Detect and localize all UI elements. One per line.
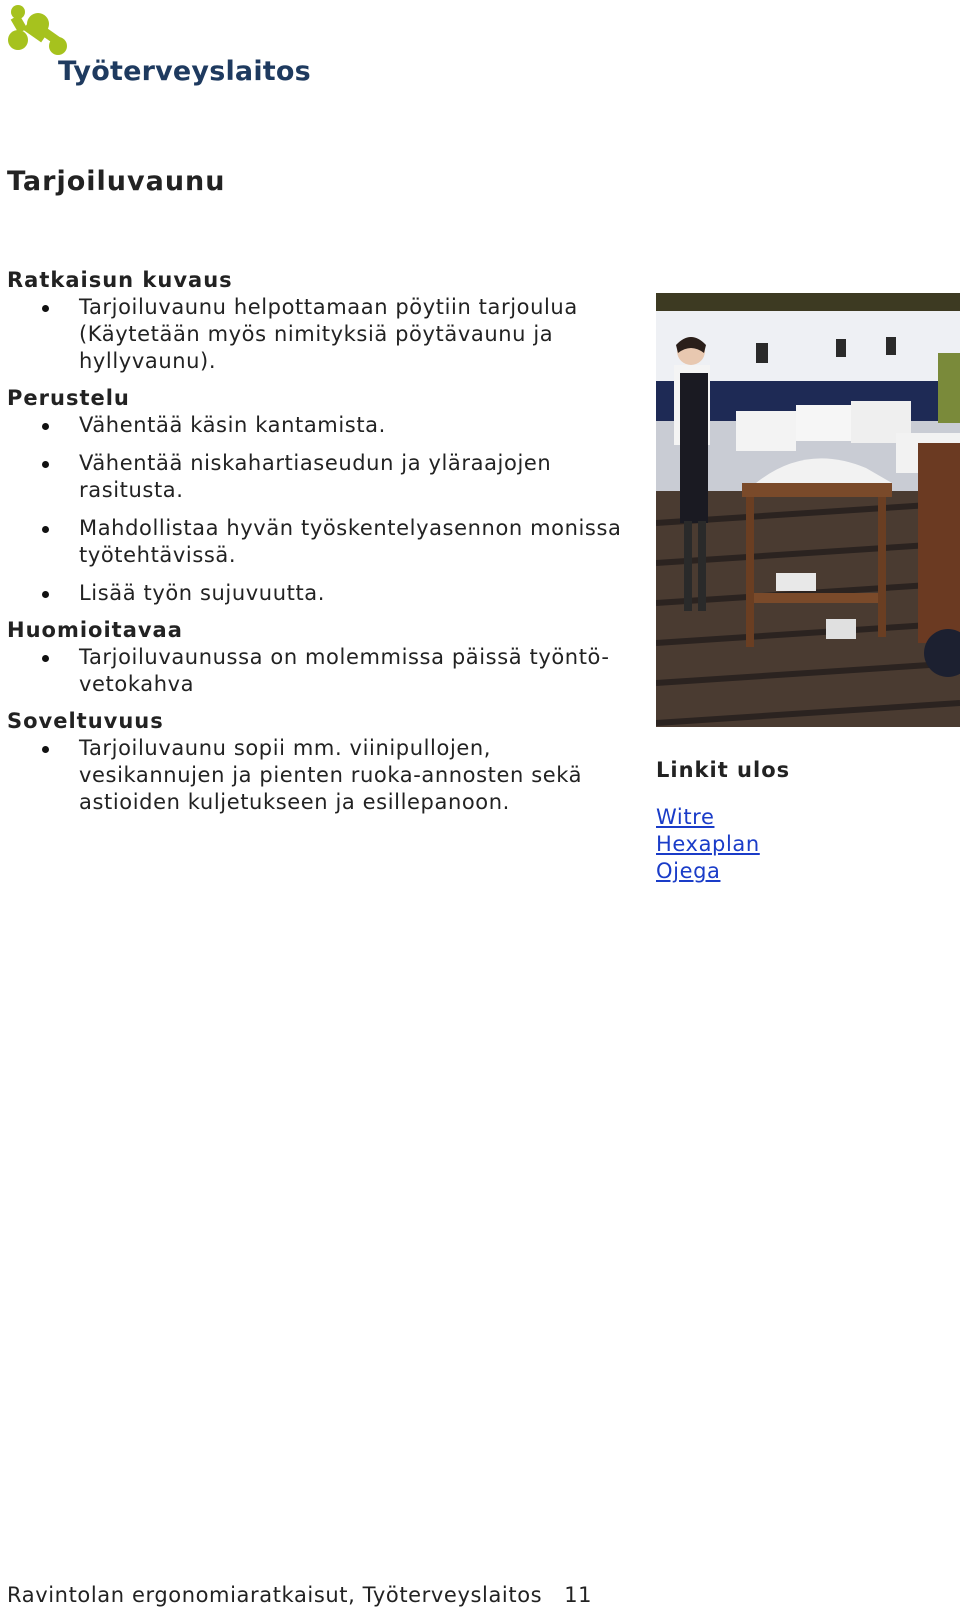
bullet-icon [42,305,49,312]
list-item-text: Tarjoiluvaunussa on molemmissa päissä työntö-vetokahva [79,645,610,696]
main-content [7,266,632,825]
bullet-icon [42,461,49,468]
bullet-list [7,644,632,698]
footer-text: Ravintolan ergonomiaratkaisut, Työterveyslaitos [7,1583,543,1607]
list-item [7,294,632,375]
section-ratkaisun-kuvaus [7,266,632,375]
list-item [7,580,632,607]
links-heading: Linkit ulos [656,758,791,782]
list-item-text: Vähentää niskahartiaseudun ja yläraajojen rasitusta. [79,451,552,502]
page-footer [7,1583,592,1607]
link-hexaplan[interactable]: Hexaplan [656,832,760,856]
list-item [7,412,632,439]
organization-logo [4,2,311,98]
bullet-icon [42,423,49,430]
link-ojega[interactable]: Ojega [656,859,721,883]
list-item [7,644,632,698]
page-title: Tarjoiluvaunu [7,166,226,197]
link-witre[interactable]: Witre [656,805,715,829]
section-perustelu [7,384,632,607]
section-huomioitavaa [7,616,632,698]
bullet-icon [42,655,49,662]
section-heading: Huomioitavaa [7,618,183,642]
list-item-text: Lisää työn sujuvuutta. [79,581,326,605]
section-heading: Perustelu [7,386,130,410]
bullet-icon [42,526,49,533]
list-item [7,450,632,504]
page-number: 11 [564,1583,593,1607]
restaurant-photo-illustration [656,293,960,727]
list-item [7,515,632,569]
section-soveltuvuus [7,707,632,816]
serving-cart-photo [656,293,960,727]
bullet-list [7,735,632,816]
section-heading: Soveltuvuus [7,709,164,733]
list-item-text: Mahdollistaa hyvän työskentelyasennon monissa työtehtävissä. [79,516,622,567]
list-item-text: Tarjoiluvaunu helpottamaan pöytiin tarjoulua (Käytetään myös nimityksiä pöytävaunu ja hyllyvaunu). [79,295,578,373]
list-item-text: Tarjoiluvaunu sopii mm. viinipullojen, vesikannujen ja pienten ruoka-annosten sekä astioiden kuljetukseen ja esillepanoon. [79,736,583,814]
bullet-list [7,412,632,607]
logo-mark-icon [4,2,74,62]
bullet-icon [42,746,49,753]
bullet-icon [42,591,49,598]
bullet-list [7,294,632,375]
list-item-text: Vähentää käsin kantamista. [79,413,386,437]
logo-text: Työterveyslaitos [58,56,311,87]
list-item [7,735,632,816]
section-heading: Ratkaisun kuvaus [7,268,233,292]
external-links [656,756,956,885]
